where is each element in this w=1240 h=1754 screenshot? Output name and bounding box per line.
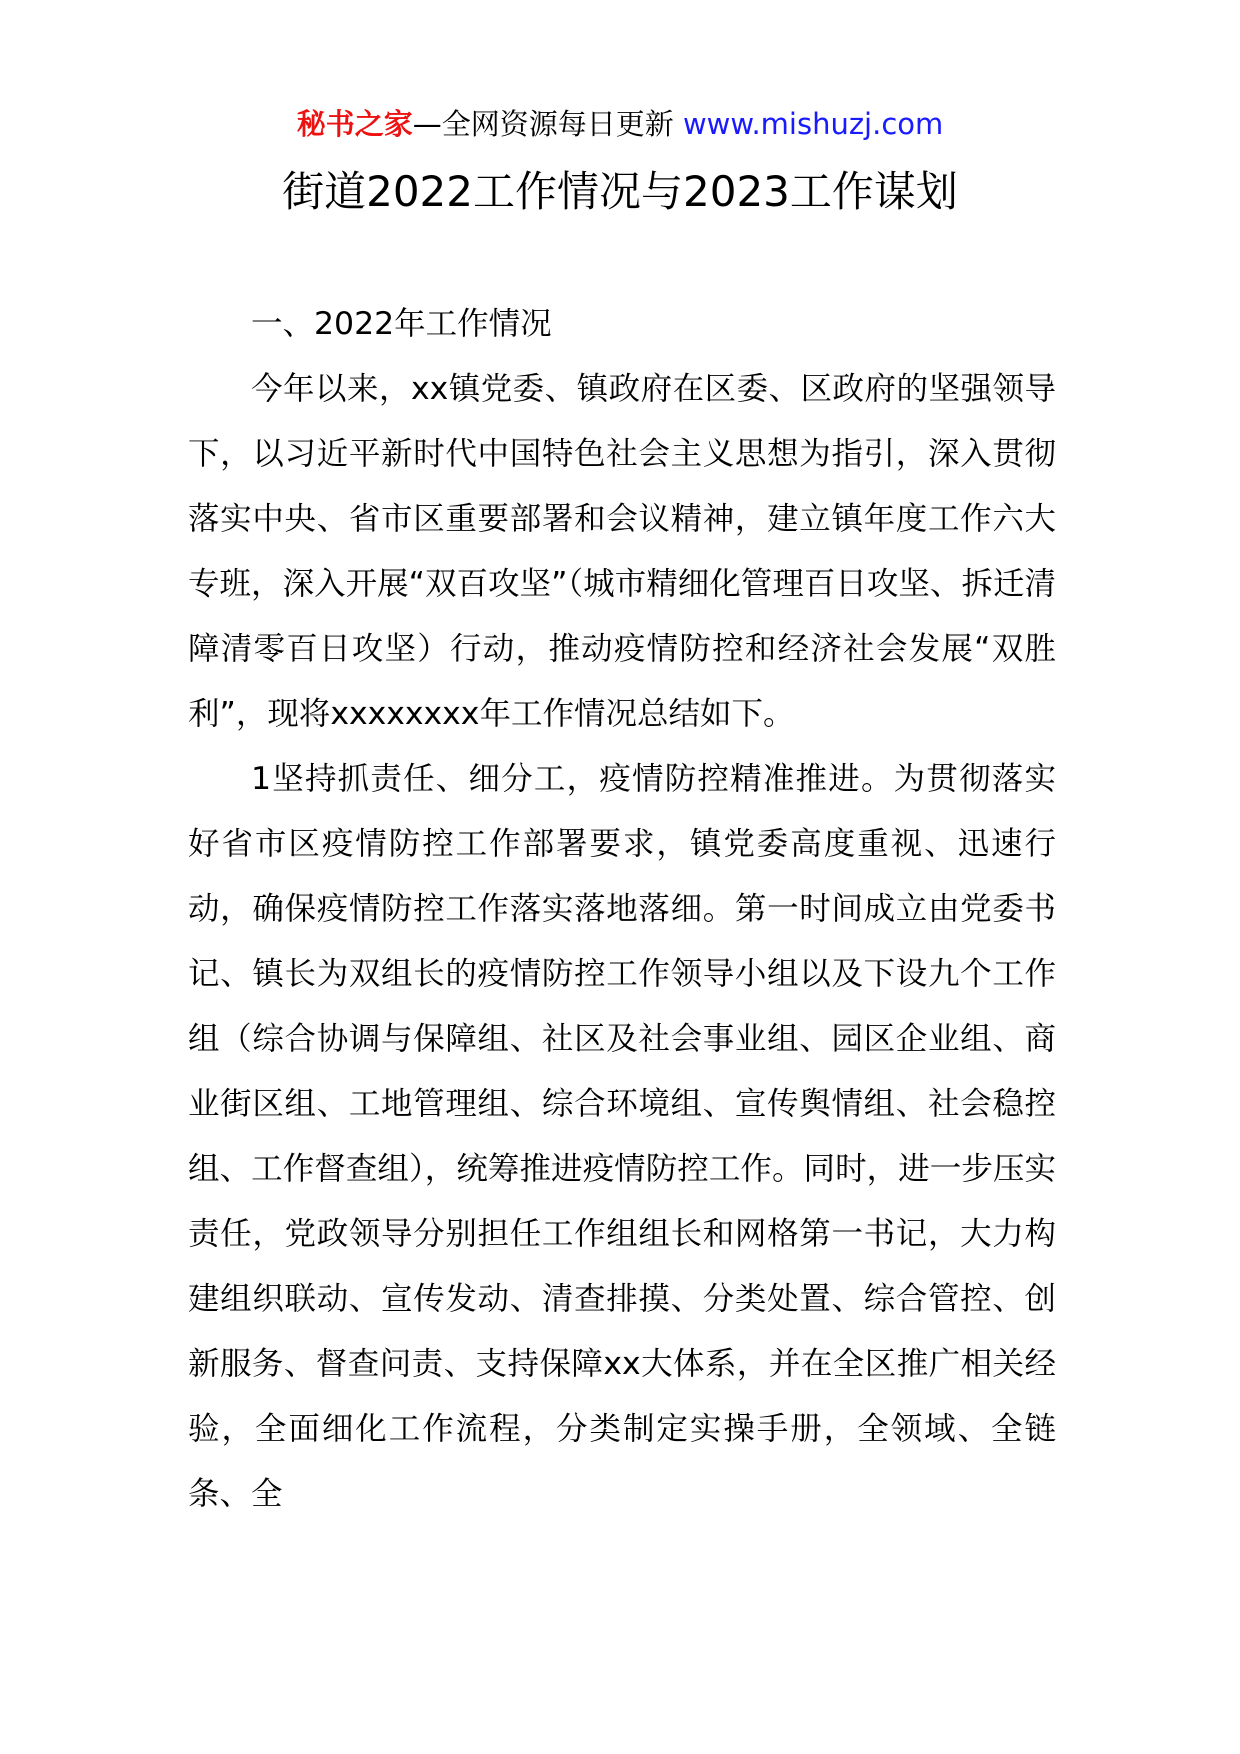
document-title: 街道2022工作情况与2023工作谋划 xyxy=(282,167,958,216)
section-heading: 一、2022年工作情况 xyxy=(251,306,552,342)
paragraph-epidemic-control: 1坚持抓责任、细分工，疫情防控精准推进。为贯彻落实好省市区疫情防控工作部署要求，镇党委高度重视、迅速行动，确保疫情防控工作落实落地落细。第一时间成立由党委书记、镇长为双组长的疫情防控工作领导小组以及下设九个工作组（综合协调与保障组、社区及社会事业组、园区企业组、商业街区组、工地管理组、综合环境组、宣传舆情组、社会稳控组、工作督查组），统筹推进疫情防控工作。同时，进一步压实责任，党政领导分别担任工作组组长和网格第一书记，大力构建组织联动、宣传发动、清查排摸、分类处置、综合管控、创新服务、督查问责、支持保障xx大体系，并在全区推广相关经验，全面细化工作流程，分类制定实操手册，全领域、全链条、全 xyxy=(188,761,1056,1512)
document-body xyxy=(188,292,1056,1527)
watermark-header xyxy=(0,100,1240,148)
paragraph-intro: 今年以来，xx镇党委、镇政府在区委、区政府的坚强领导下，以习近平新时代中国特色社会主义思想为指引，深入贯彻落实中央、省市区重要部署和会议精神，建立镇年度工作六大专班，深入开展“双百攻坚”（城市精细化管理百日攻坚、拆迁清障清零百日攻坚）行动，推动疫情防控和经济社会发展“双胜利”，现将xxxxxxxx年工作情况总结如下。 xyxy=(188,371,1056,732)
website-link[interactable]: www.mishuzj.com xyxy=(682,107,944,141)
header-tagline: —全网资源每日更新 xyxy=(412,107,683,141)
brand-name: 秘书之家 xyxy=(296,107,413,141)
